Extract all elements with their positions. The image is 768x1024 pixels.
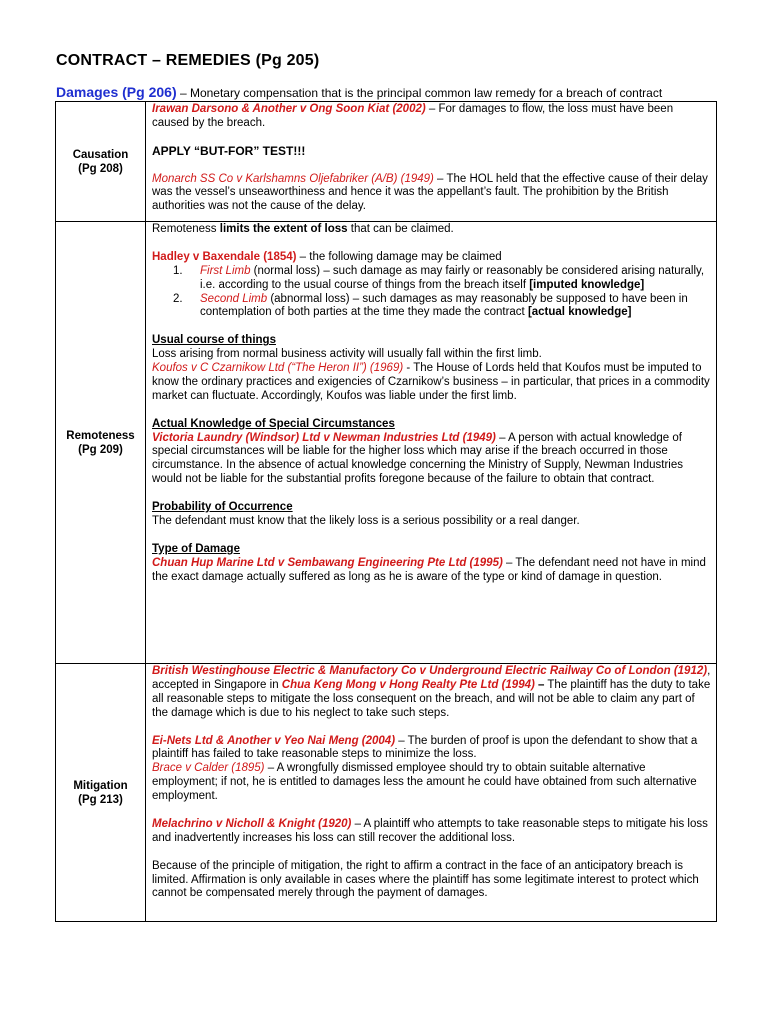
- page-title: CONTRACT – REMEDIES (Pg 205): [56, 52, 320, 69]
- victoria-para: [152, 432, 712, 488]
- limbs-list: [152, 265, 712, 321]
- limb-second-name: Second Limb: [200, 292, 268, 305]
- usual-course-text: Loss arising from normal business activity will usually fall within the first limb.: [152, 348, 542, 361]
- brace-para: [152, 762, 712, 804]
- case-irawan-text: – For damages to flow, the loss must have been caused by the breach.: [152, 103, 674, 129]
- case-einets-text: – The burden of proof is upon the defendant to show that a plaintiff has failed to take reasonable steps to minimize the loss.: [152, 734, 698, 761]
- limb-first-name: First Limb: [200, 264, 251, 277]
- melachrino-para: [152, 818, 712, 846]
- affirmation-para: Because of the principle of mitigation, the right to affirm a contract in the face of an anticipatory breach is limited. Affirmation is only available in cases where the plaintiff has some legitimate interest to protect which cannot be compensated merely through the payment of damages.: [152, 859, 699, 900]
- causation-content: [146, 102, 717, 222]
- limb-first: [152, 265, 712, 293]
- probability-text: The defendant must know that the likely loss is a serious possibility or a real danger.: [152, 514, 580, 527]
- remoteness-intro: [152, 223, 712, 237]
- case-chua-text: The plaintiff has the duty to take all reasonable steps to mitigate the loss consequent on the breach, and will not be able to claim any part of the damage which is due to his neglect to take such steps.: [152, 678, 711, 719]
- hadley-para: [152, 251, 712, 265]
- koufos-para: [152, 362, 712, 404]
- damages-intro: [56, 85, 662, 100]
- case-monarch-text: – The HOL held that the effective cause of their delay was the vessel’s unseaworthiness and hence it was the appellant’s fault. The prohibition by the British authorities was not the cause of the delay.: [152, 172, 708, 213]
- remoteness-row: [56, 222, 717, 664]
- remoteness-label: Remoteness: [66, 429, 135, 442]
- case-brace-text: – A wrongfully dismissed employee should try to obtain suitable alternative employment; if not, he is entitled to damages less the amount he could have obtained from such alternative employment.: [152, 762, 697, 803]
- limb-first-tag: [imputed knowledge]: [529, 278, 645, 291]
- type-damage-heading: Type of Damage: [152, 542, 240, 555]
- remoteness-label-cell: [56, 222, 146, 664]
- mitigation-label-cell: [56, 664, 146, 922]
- causation-para-2: [152, 173, 712, 215]
- case-koufos: Koufos v C Czarnikow Ltd (“The Heron II”) (1969): [152, 362, 404, 375]
- limb-second: [152, 293, 712, 321]
- british-para: [152, 665, 712, 721]
- causation-para-1: [152, 103, 712, 131]
- limb-first-number: 1.: [173, 264, 183, 277]
- limb-second-text: (abnormal loss) – such damages as may reasonably be supposed to have been in contemplation of both parties at the time they made the contract: [200, 292, 688, 319]
- causation-label: Causation: [72, 148, 129, 161]
- case-victoria: Victoria Laundry (Windsor) Ltd v Newman Industries Ltd (1949): [152, 431, 496, 444]
- case-victoria-text: – A person with actual knowledge of special circumstances will be liable for the higher loss which may arise if the breach occurred in those circumstance. In the absence of actual knowledge concerning the Ministry of Supply, Newman Industries would not be liable for the substantial profits foregone because of the failure to obtain that contract.: [152, 431, 683, 486]
- mitigation-page-ref: (Pg 213): [78, 793, 123, 806]
- usual-course-heading: Usual course of things: [152, 334, 276, 347]
- case-brace: Brace v Calder (1895): [152, 762, 265, 775]
- case-chuan: Chuan Hup Marine Ltd v Sembawang Engineering Pte Ltd (1995): [152, 556, 503, 569]
- case-monarch: Monarch SS Co v Karlshamns Oljefabriker (A/B) (1949): [152, 172, 434, 185]
- case-british-westinghouse: British Westinghouse Electric & Manufactory Co v Underground Electric Railway Co of London (1912): [152, 665, 708, 677]
- case-hadley: Hadley v Baxendale (1854): [152, 250, 297, 263]
- case-einets: Ei-Nets Ltd & Another v Yeo Nai Meng (2004): [152, 734, 396, 747]
- case-koufos-text: - The House of Lords held that Koufos must be imputed to know the ordinary practices and exigencies of Czarnikow’s business – in particular, that prices in a commodity market can fluctuate. Accordingly, Koufos was liable under the first limb.: [152, 362, 710, 402]
- causation-label-cell: [56, 102, 146, 222]
- mitigation-content: [146, 664, 717, 922]
- remoteness-page-ref: (Pg 209): [78, 443, 123, 456]
- remedies-table: [55, 101, 717, 922]
- actual-knowledge-heading: Actual Knowledge of Special Circumstances: [152, 417, 395, 430]
- einets-para: [152, 735, 712, 763]
- case-melachrino: Melachrino v Nicholl & Knight (1920): [152, 817, 352, 830]
- probability-heading: Probability of Occurrence: [152, 501, 293, 514]
- case-chuan-text: – The defendant need not have in mind the exact damage actually suffered as long as he is aware of the type or kind of damage in question.: [152, 556, 706, 583]
- mitigation-row: [56, 664, 717, 922]
- limb-second-tag: [actual knowledge]: [527, 306, 632, 319]
- remoteness-intro-a: Remoteness: [152, 223, 220, 235]
- case-chua-dash: –: [534, 678, 545, 691]
- limb-second-number: 2.: [173, 292, 183, 305]
- remoteness-intro-b: limits the extent of loss: [219, 223, 348, 235]
- remoteness-intro-c: that can be claimed.: [347, 223, 454, 235]
- but-for-test: APPLY “BUT-FOR” TEST!!!: [152, 143, 306, 158]
- case-melachrino-text: – A plaintiff who attempts to take reasonable steps to mitigate his loss and inadvertently increases his loss can still recover the additional loss.: [152, 817, 708, 844]
- damages-heading: Damages (Pg 206): [56, 84, 177, 100]
- causation-row: [56, 102, 717, 222]
- case-chua: Chua Keng Mong v Hong Realty Pte Ltd (1994): [281, 678, 535, 691]
- case-hadley-text: – the following damage may be claimed: [296, 250, 502, 263]
- remoteness-content: [146, 222, 717, 664]
- limb-first-text: (normal loss) – such damage as may fairly or reasonably be considered arising naturally, i.e. according to the usual course of things from the breach itself: [200, 264, 705, 291]
- case-irawan: Irawan Darsono & Another v Ong Soon Kiat (2002): [152, 103, 426, 115]
- case-british-text: , accepted in Singapore in: [152, 665, 711, 691]
- causation-page-ref: (Pg 208): [78, 162, 123, 175]
- damages-definition: – Monetary compensation that is the principal common law remedy for a breach of contract: [176, 86, 663, 100]
- chuan-para: [152, 557, 712, 585]
- mitigation-label: Mitigation: [73, 779, 128, 792]
